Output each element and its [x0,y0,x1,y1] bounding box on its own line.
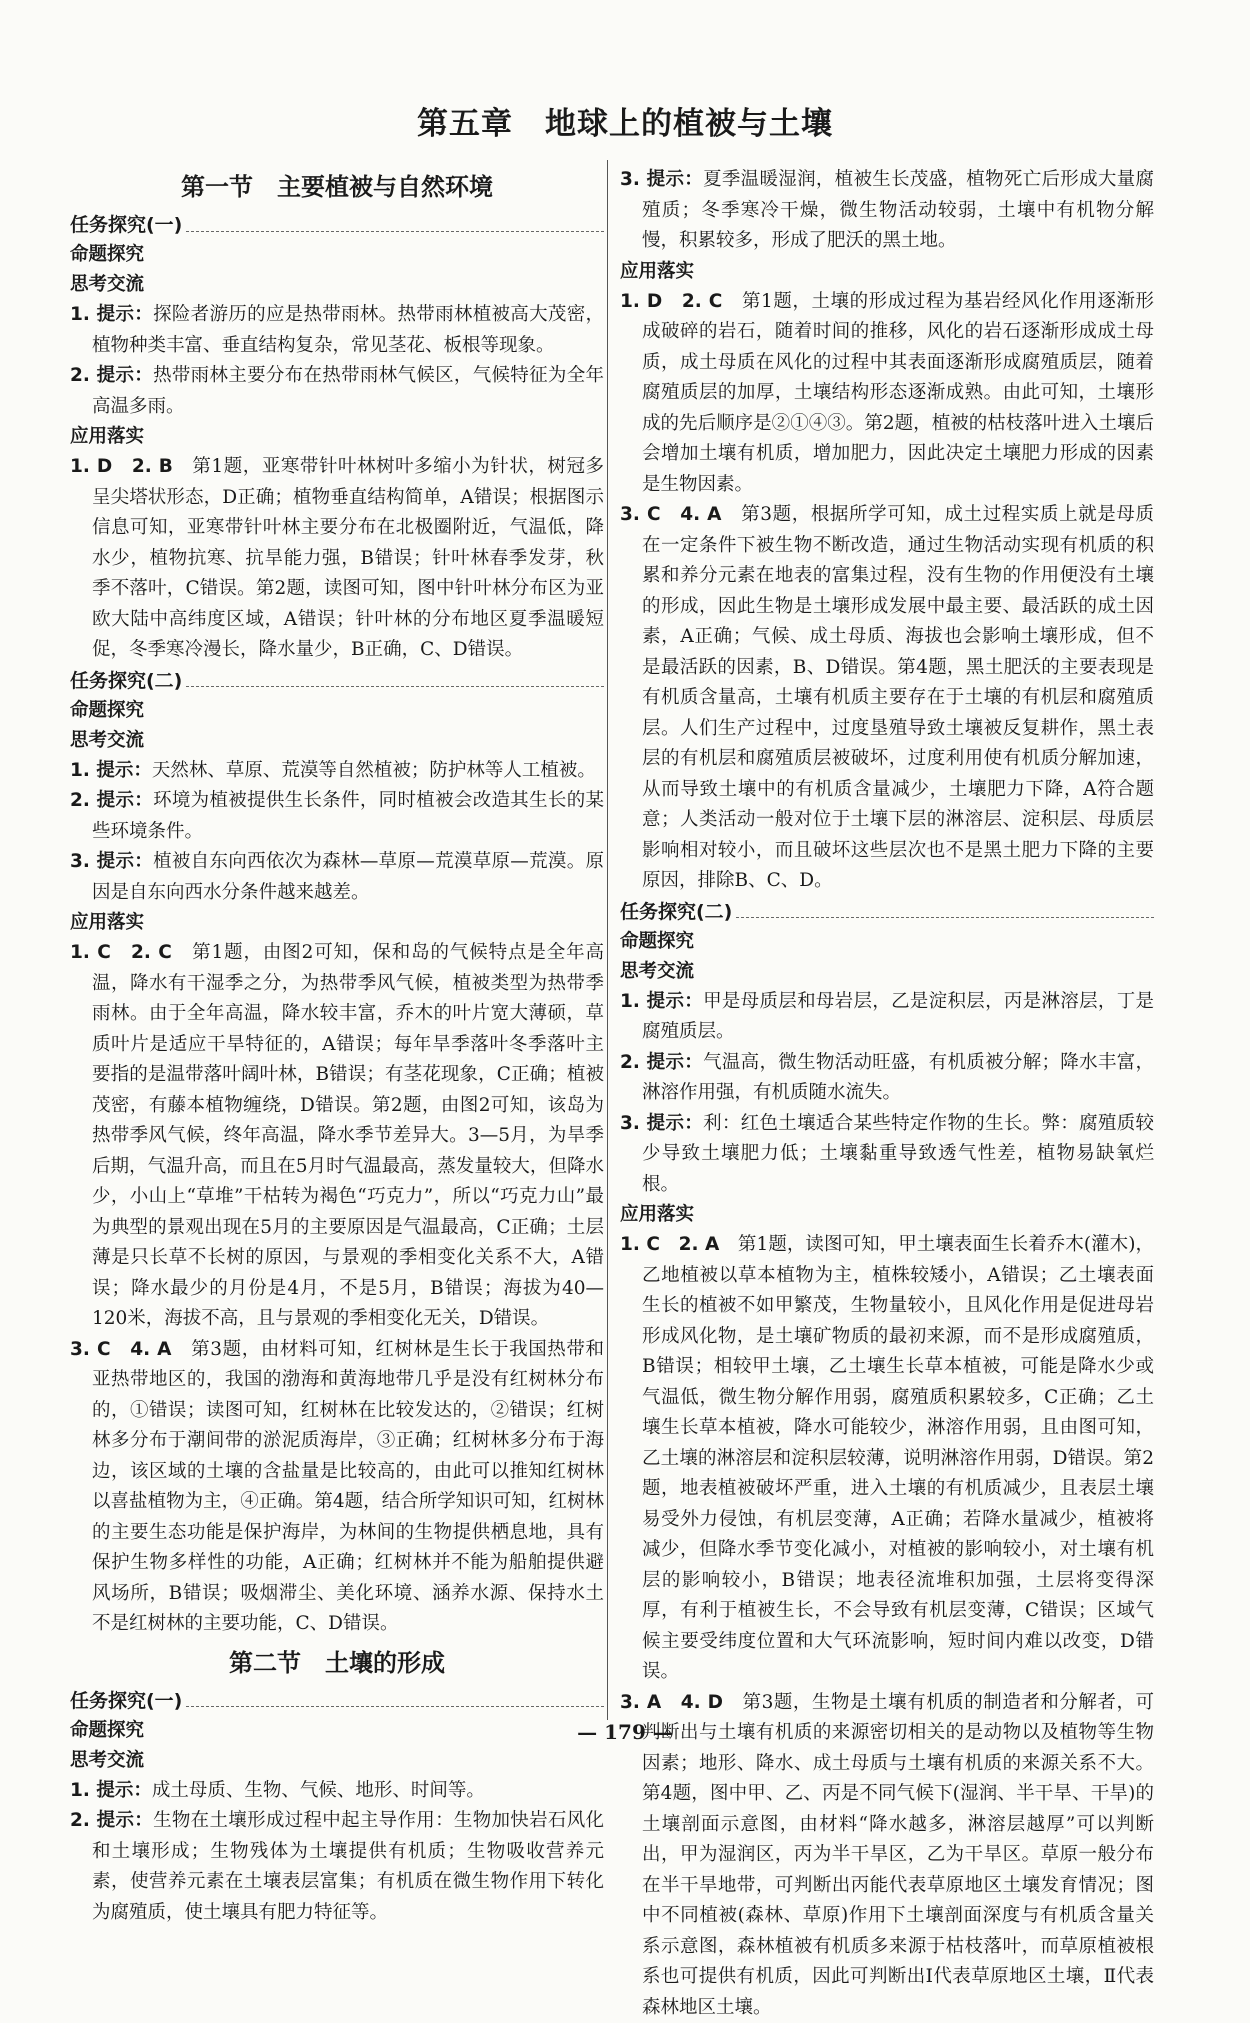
answer-key: 3. A 4. D [620,1692,723,1713]
task-heading [70,666,604,696]
answer-text: 第1题，读图可知，甲土壤表面生长着乔木(灌木)，乙地植被以草本植物为主，植株较矮小，A错误；乙土壤表面生长的植被不如甲繁茂，生物量较小，且风化作用是促进母岩形成风化物，是土壤矿物质的最初来源，而不是形成腐殖质，B错误；相较甲土壤，乙土壤生长草本植被，可能是降水少或气温低，微生物分解作用弱，腐殖质积累较多，C正确；乙土壤生长草本植被，降水可能较少，淋溶作用弱，且由图可知，乙土壤的淋溶层和淀积层较薄，说明淋溶作用弱，D错误。第2题，地表植被破坏严重，进入土壤的有机质减少，且表层土壤易受外力侵蚀，有机层变薄，A正确；若降水量减少，植被将减少，但降水季节变化减小，对植被的影响较小，对土壤有机层的影响较小，B错误；地表径流堆积加强，土层将变得深厚，有利于植被生长，不会导致有机层变薄，C错误；区域气候主要受纬度位置和大气环流影响，短时间内难以改变，D错误。 [642,1234,1154,1682]
section-title: 第二节 土壤的形成 [70,1646,604,1680]
answer-key: 3. C 4. A [70,1339,171,1360]
answer-key: 2. 提示： [70,365,153,386]
task-heading [70,1686,604,1716]
column-divider [607,160,608,1720]
answer-item [70,938,604,1335]
answer-key: 1. 提示： [70,304,153,325]
answer-item [70,452,604,666]
sub-heading: 命题探究 [70,240,604,270]
dashed-rule [186,231,604,232]
answer-item [70,300,604,361]
answer-text: 夏季温暖湿润，植被生长茂盛，植物死亡后形成大量腐殖质；冬季寒冷干燥，微生物活动较弱，土壤中有机物分解慢，积累较多，形成了肥沃的黑土地。 [642,169,1154,251]
answer-text: 甲是母质层和母岩层，乙是淀积层，丙是淋溶层，丁是腐殖质层。 [642,991,1154,1043]
sub-heading: 思考交流 [70,1746,604,1776]
sub-heading: 命题探究 [620,927,1154,957]
answer-text: 第3题，根据所学可知，成土过程实质上就是母质在一定条件下被生物不断改造，通过生物活动实现有机质的积累和养分元素在地表的富集过程，没有生物的作用便没有土壤的形成，因此生物是土壤形成发展中最主要、最活跃的成土因素，A正确；气候、成土母质、海拔也会影响土壤形成，但不是最活跃的因素，B、D错误。第4题，黑土肥沃的主要表现是有机质含量高，土壤有机质主要存在于土壤的有机层和腐殖质层。人们生产过程中，过度垦殖导致土壤被反复耕作，黑土表层的有机层和腐殖质层被破坏，过度利用使有机质分解加速，从而导致土壤中的有机质含量减少，土壤肥力下降，A符合题意；人类活动一般对位于土壤下层的淋溶层、淀积层、母质层影响相对较小，而且破坏这些层次也不是黑土肥力下降的主要原因，排除B、C、D。 [642,504,1154,891]
answer-item [620,1048,1154,1109]
dashed-rule [186,686,604,687]
answer-text: 植被自东向西依次为森林—草原—荒漠草原—荒漠。原因是自东向西水分条件越来越差。 [92,851,604,903]
answer-item [70,361,604,422]
sub-heading: 应用落实 [70,422,604,452]
answer-text: 第3题，生物是土壤有机质的制造者和分解者，可判断出与土壤有机质的来源密切相关的是动物以及植物等生物因素；地形、降水、成土母质与土壤有机质的来源关系不大。第4题，图中甲、乙、丙是不同气候下(湿润、半干旱、干旱)的土壤剖面示意图，由材料“降水越多，淋溶层越厚”可以判断出，甲为湿润区，丙为半干旱区，乙为干旱区。草原一般分布在半干旱地带，可判断出丙能代表草原地区土壤发育情况；图中不同植被(森林、草原)作用下土壤剖面深度与有机质含量关系示意图，森林植被有机质多来源于枯枝落叶，而草原植被根系也可提供有机质，因此可判断出Ⅰ代表草原地区土壤，Ⅱ代表森林地区土壤。 [642,1692,1154,2018]
answer-key: 1. C 2. C [70,942,172,963]
answer-item [620,500,1154,897]
task-heading [620,897,1154,927]
dashed-rule [736,917,1154,918]
sub-heading: 应用落实 [70,908,604,938]
sub-heading: 应用落实 [620,1200,1154,1230]
answer-key: 3. 提示： [620,169,703,190]
sub-heading: 思考交流 [620,957,1154,987]
task-label: 任务探究(一) [70,1686,182,1716]
answer-key: 1. 提示： [620,991,703,1012]
answer-text: 天然林、草原、荒漠等自然植被；防护林等人工植被。 [152,760,596,781]
task-heading [70,210,604,240]
sub-heading: 命题探究 [70,1716,604,1746]
answer-item [620,987,1154,1048]
answer-key: 1. 提示： [70,760,152,781]
page-number: — 179 — [0,1720,1250,1744]
answer-item [70,1806,604,1928]
task-label: 任务探究(一) [70,210,182,240]
answer-key: 1. D 2. C [620,291,722,312]
sub-heading: 思考交流 [70,270,604,300]
answer-text: 探险者游历的应是热带雨林。热带雨林植被高大茂密，植物种类丰富、垂直结构复杂，常见茎花、板根等现象。 [92,304,604,356]
answer-key: 1. D 2. B [70,456,173,477]
answer-key: 3. C 4. A [620,504,721,525]
sub-heading: 命题探究 [70,696,604,726]
answer-text: 利：红色土壤适合某些特定作物的生长。弊：腐殖质较少导致土壤肥力低；土壤黏重导致透气性差，植物易缺氧烂根。 [642,1113,1154,1195]
answer-key: 2. 提示： [70,1810,153,1831]
left-column [70,164,604,1928]
answer-item [620,165,1154,257]
answer-text: 第1题，土壤的形成过程为基岩经风化作用逐渐形成破碎的岩石，随着时间的推移，风化的岩石逐渐形成成土母质，成土母质在风化的过程中其表面逐渐形成腐殖质层，随着腐殖质层的加厚，土壤结构形态逐渐成熟。由此可知，土壤形成的先后顺序是②①④③。第2题，植被的枯枝落叶进入土壤后会增加土壤有机质，增加肥力，因此决定土壤肥力形成的因素是生物因素。 [642,291,1154,495]
answer-text: 气温高，微生物活动旺盛，有机质被分解；降水丰富，淋溶作用强，有机质随水流失。 [642,1052,1154,1104]
answer-text: 环境为植被提供生长条件，同时植被会改造其生长的某些环境条件。 [92,790,604,842]
answer-key: 1. C 2. A [620,1234,719,1255]
answer-item [70,786,604,847]
right-column [620,165,1154,2023]
answer-key: 3. 提示： [70,851,153,872]
dashed-rule [186,1706,604,1707]
answer-item [70,1776,604,1807]
sub-heading: 思考交流 [70,726,604,756]
answer-item [620,1109,1154,1201]
answer-text: 生物在土壤形成过程中起主导作用：生物加快岩石风化和土壤形成；生物残体为土壤提供有机质；生物吸收营养元素，使营养元素在土壤表层富集；有机质在微生物作用下转化为腐殖质，使土壤具有肥力特征等。 [92,1810,604,1923]
chapter-title: 第五章 地球上的植被与土壤 [0,98,1250,143]
answer-item [70,756,604,787]
answer-item [70,1335,604,1640]
answer-text: 热带雨林主要分布在热带雨林气候区，气候特征为全年高温多雨。 [92,365,604,417]
sub-heading: 应用落实 [620,257,1154,287]
answer-text: 第3题，由材料可知，红树林是生长于我国热带和亚热带地区的，我国的渤海和黄海地带几乎是没有红树林分布的，①错误；读图可知，红树林在比较发达的，②错误；红树林多分布于潮间带的淤泥质海岸，③正确；红树林多分布于海边，该区域的土壤的含盐量是比较高的，由此可以推知红树林以喜盐植物为主，④正确。第4题，结合所学知识可知，红树林的主要生态功能是保护海岸，为林间的生物提供栖息地，具有保护生物多样性的功能，A正确；红树林并不能为船舶提供避风场所，B错误；吸烟滞尘、美化环境、涵养水源、保持水土不是红树林的主要功能，C、D错误。 [92,1339,604,1635]
answer-key: 3. 提示： [620,1113,703,1134]
answer-text: 第1题，由图2可知，保和岛的气候特点是全年高温，降水有干湿季之分，为热带季风气候，植被类型为热带季雨林。由于全年高温，降水较丰富，乔木的叶片宽大薄硕，草质叶片是适应干旱特征的，A错误；每年旱季落叶冬季落叶主要指的是温带落叶阔叶林，B错误；有茎花现象，C正确；植被茂密，有藤本植物缠绕，D错误。第2题，由图2可知，该岛为热带季风气候，终年高温，降水季节差异大。3—5月，为旱季后期，气温升高，而且在5月时气温最高，蒸发量较大，但降水少，小山上“草堆”干枯转为褐色“巧克力”，所以“巧克力山”最为典型的景观出现在5月的主要原因是气温最高，C正确；土层薄是只长草不长树的原因，与景观的季相变化关系不大，A错误；降水最少的月份是4月，不是5月，B错误；海拔为40—120米，海拔不高，且与景观的季相变化无关，D错误。 [92,942,604,1329]
answer-key: 2. 提示： [620,1052,703,1073]
section-title: 第一节 主要植被与自然环境 [70,170,604,204]
answer-item [620,1230,1154,1688]
answer-key: 1. 提示： [70,1780,152,1801]
answer-item [620,287,1154,501]
answer-key: 2. 提示： [70,790,153,811]
task-label: 任务探究(二) [70,666,182,696]
task-label: 任务探究(二) [620,897,732,927]
answer-text: 第1题，亚寒带针叶林树叶多缩小为针状，树冠多呈尖塔状形态，D正确；植物垂直结构简单，A错误；根据图示信息可知，亚寒带针叶林主要分布在北极圈附近，气温低，降水少，植物抗寒、抗旱能力强，B错误；针叶林春季发芽，秋季不落叶，C错误。第2题，读图可知，图中针叶林分布区为亚欧大陆中高纬度区域，A错误；针叶林的分布地区夏季温暖短促，冬季寒冷漫长，降水量少，B正确，C、D错误。 [92,456,604,660]
answer-item [70,847,604,908]
answer-text: 成土母质、生物、气候、地形、时间等。 [152,1780,485,1801]
